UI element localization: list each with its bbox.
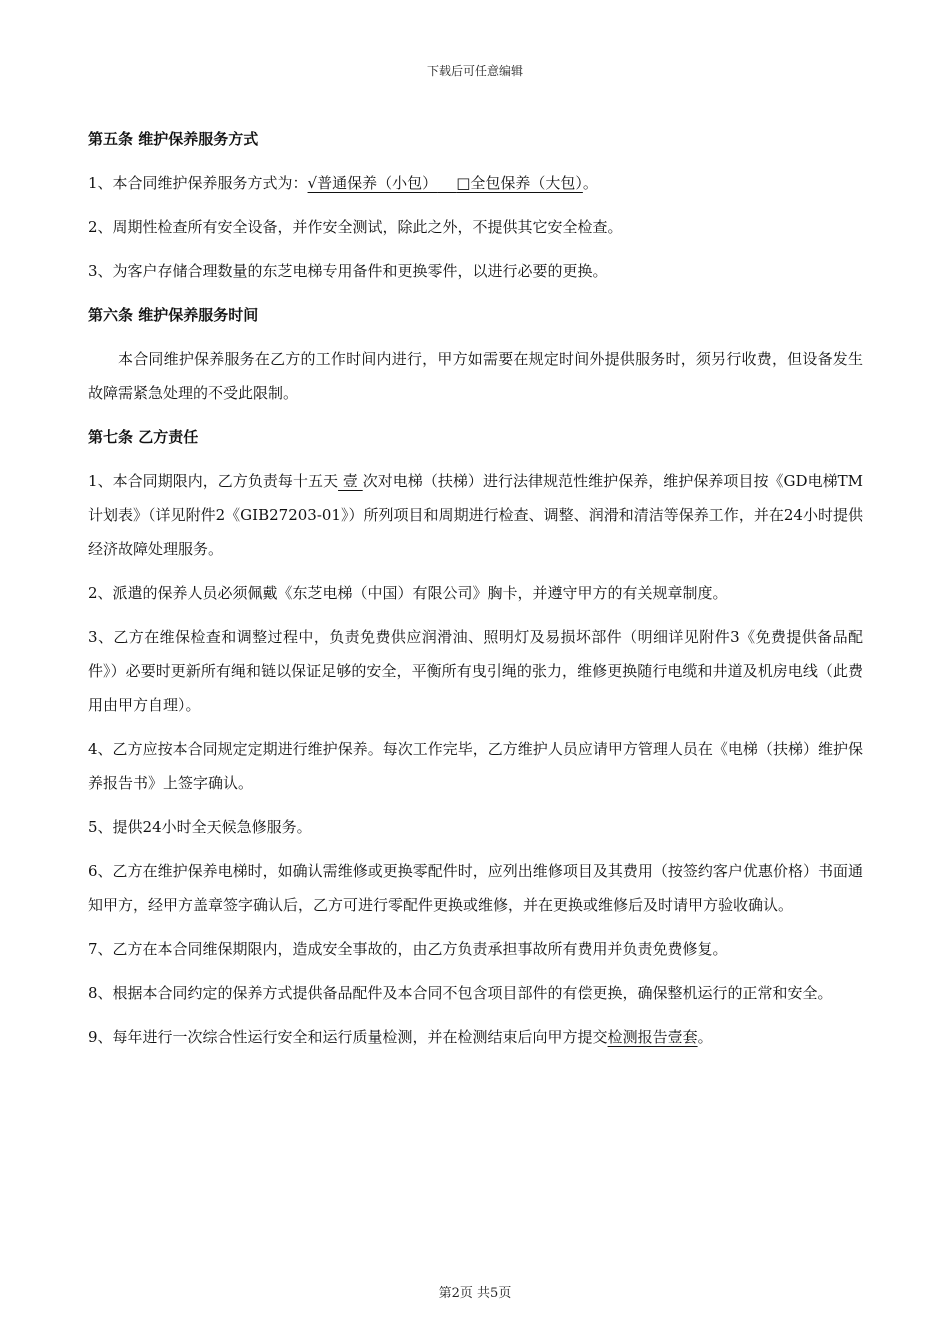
service-mode-options [308, 174, 583, 192]
option-standard-maintenance: √普通保养（小包） [307, 174, 438, 192]
section-7-paragraph-6: 6、乙方在维护保养电梯时，如确认需维修或更换零配件时，应列出维修项目及其费用（按签约客户优惠价格）书面通知甲方，经甲方盖章签字确认后，乙方可进行零配件更换或维修，并在更换或维修后及时请甲方验收确认。 [88, 862, 863, 914]
page-number-footer: 第2页 共5页 [438, 1286, 512, 1301]
text-run: 1、本合同期限内，乙方负责每十五天 [88, 472, 339, 490]
section-5-title: 第五条 维护保养服务方式 [88, 130, 259, 148]
page-header: 下载后可任意编辑 [426, 64, 523, 78]
section-6-paragraph-1: 本合同维护保养服务在乙方的工作时间内进行，甲方如需要在规定时间外提供服务时，须另行收费，但设备发生故障需紧急处理的不受此限制。 [88, 350, 863, 402]
section-7-title: 第七条 乙方责任 [88, 428, 199, 446]
section-6-title: 第六条 维护保养服务时间 [88, 306, 259, 324]
section-7-paragraph-4: 4、乙方应按本合同规定定期进行维护保养。每次工作完毕，乙方维护人员应请甲方管理人员在《电梯（扶梯）维护保养报告书》上签字确认。 [88, 740, 863, 792]
section-7-paragraph-3: 3、乙方在维保检查和调整过程中，负责免费供应润滑油、照明灯及易损坏部件（明细详见附件3《免费提供备品配件》）必要时更新所有绳和链以保证足够的安全，平衡所有曳引绳的张力，维修更换随行电缆和井道及机房电线（此费用由甲方自理）。 [88, 628, 863, 714]
section-7-paragraph-7: 7、乙方在本合同维保期限内，造成安全事故的，由乙方负责承担事故所有费用并负责免费修复。 [88, 940, 728, 958]
section-5-paragraph-1 [88, 166, 863, 200]
document-body [88, 122, 863, 1064]
section-7-paragraph-9 [88, 1020, 863, 1054]
section-7-paragraph-5: 5、提供24小时全天候急修服务。 [88, 818, 312, 836]
section-7-paragraph-8: 8、根据本合同约定的保养方式提供备品配件及本合同不包含项目部件的有偿更换，确保整机运行的正常和安全。 [88, 984, 833, 1002]
inspection-report-count: 检测报告壹套 [607, 1028, 698, 1046]
maintenance-count: 壹 [338, 472, 363, 490]
text-run: 9、每年进行一次综合性运行安全和运行质量检测，并在检测结束后向甲方提交 [88, 1028, 608, 1046]
punctuation: 。 [582, 174, 598, 192]
punctuation: 。 [697, 1028, 713, 1046]
section-7-paragraph-2: 2、派遣的保养人员必须佩戴《东芝电梯（中国）有限公司》胸卡，并遵守甲方的有关规章制度。 [88, 584, 728, 602]
section-5-paragraph-3: 3、为客户存储合理数量的东芝电梯专用备件和更换零件，以进行必要的更换。 [88, 262, 608, 280]
service-mode-label: 1、本合同维护保养服务方式为： [88, 174, 308, 192]
option-full-maintenance: □全包保养（大包） [456, 174, 583, 192]
text-run: 次对电梯（扶梯）进行法律规范性维护保养，维护保养项目按《GD电梯TM计划表》（详见附件2《GIB27203-01》）所列项目和周期进行检查、调整、润滑和清洁等保养工作，并在24小时提供经济故障处理服务。 [88, 472, 864, 558]
section-7-paragraph-1 [88, 464, 863, 566]
section-5-paragraph-2: 2、周期性检查所有安全设备，并作安全测试，除此之外，不提供其它安全检查。 [88, 218, 623, 236]
